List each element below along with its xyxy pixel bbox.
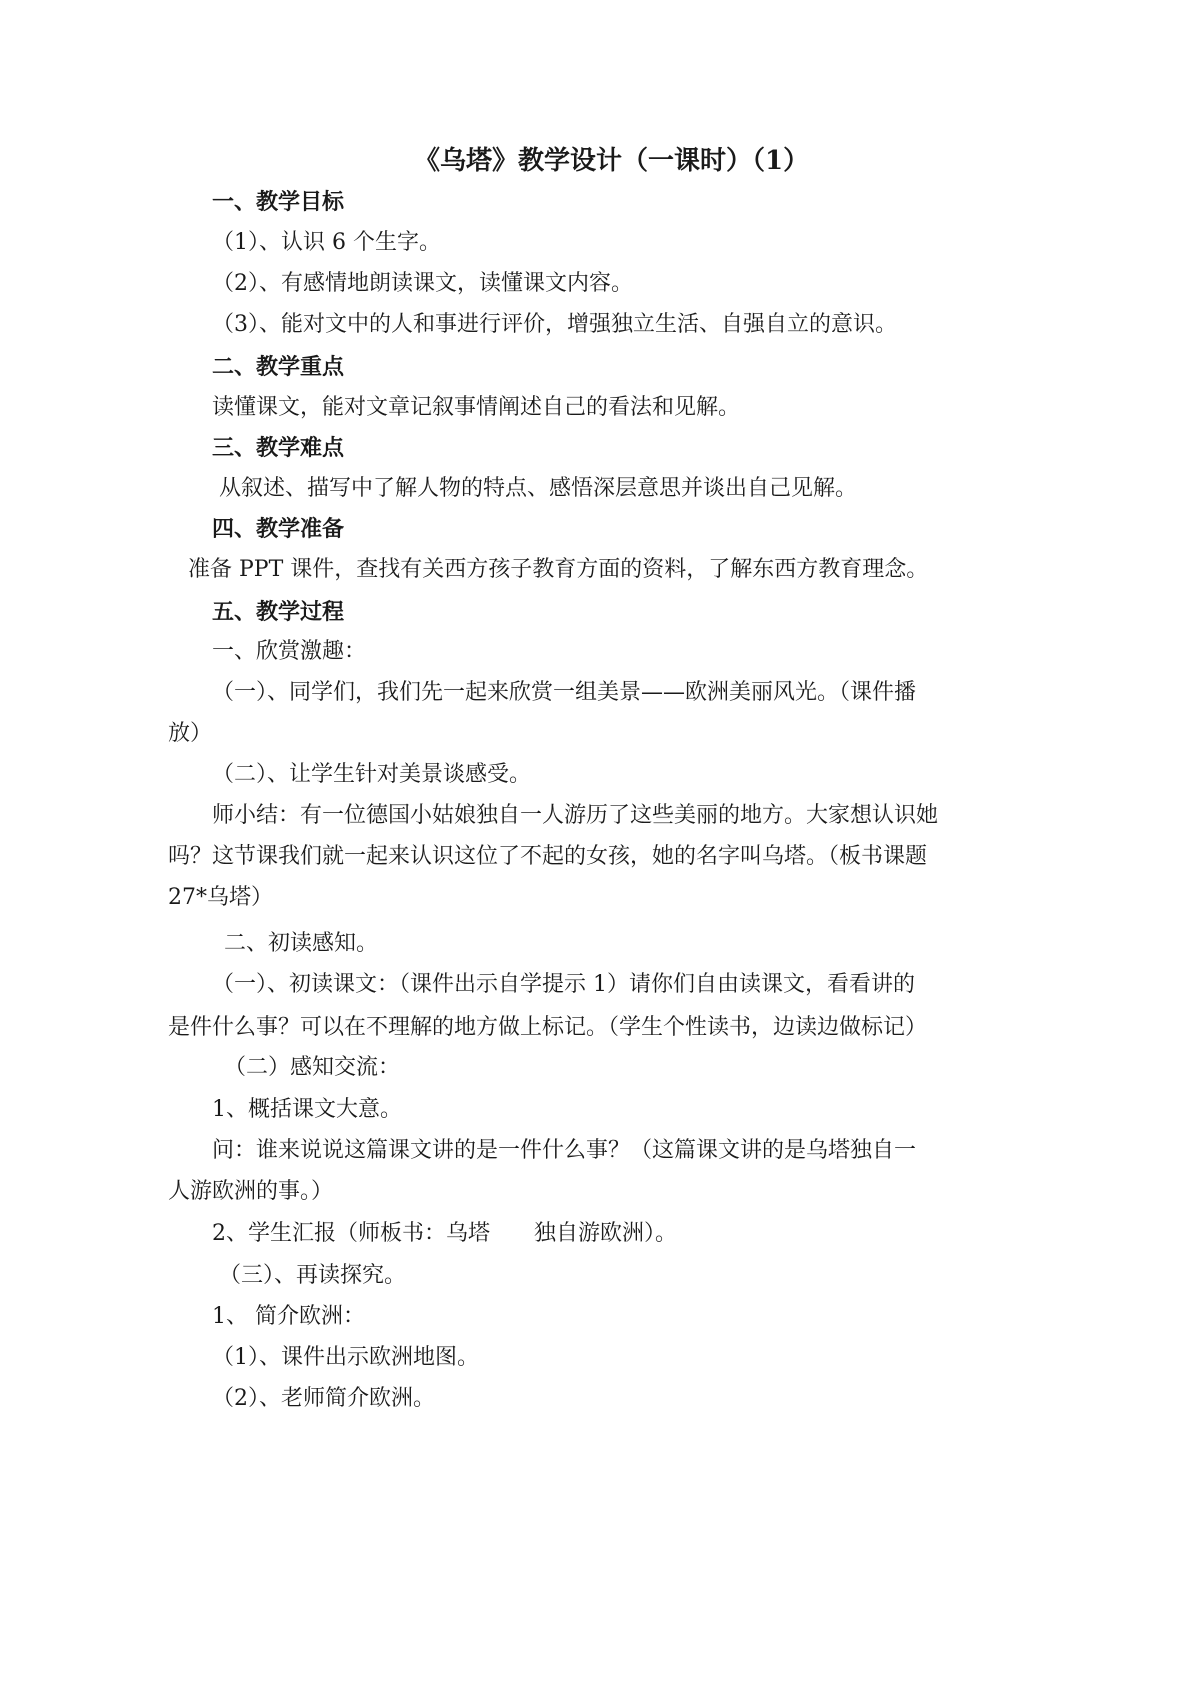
objective-item: （3）、能对文中的人和事进行评价，增强独立生活、自强自立的意识。 (212, 312, 897, 337)
process-paragraph: 问：谁来说说这篇课文讲的是一件什么事？（这篇课文讲的是乌塔独自一 (212, 1138, 917, 1163)
process-paragraph: （1）、课件出示欧洲地图。 (212, 1345, 479, 1370)
process-paragraph: 2、学生汇报（师板书：乌塔 独自游欧洲）。 (212, 1221, 677, 1246)
process-paragraph: 放） (168, 721, 213, 746)
difficulties-text: 从叙述、描写中了解人物的特点、感悟深层意思并谈出自己见解。 (219, 476, 858, 501)
difficulties-heading: 三、教学难点 (212, 435, 345, 461)
objectives-heading: 一、教学目标 (212, 189, 345, 215)
preparation-heading: 四、教学准备 (212, 516, 345, 542)
process-paragraph: （2）、老师简介欧洲。 (212, 1386, 435, 1411)
process-paragraph: 人游欧洲的事。） (168, 1179, 334, 1204)
process-paragraph: （二）、让学生针对美景谈感受。 (212, 762, 532, 787)
process-paragraph: （二）感知交流： (224, 1055, 401, 1080)
preparation-text: 准备 PPT 课件，查找有关西方孩子教育方面的资料，了解东西方教育理念。 (188, 557, 929, 582)
key-points-text: 读懂课文，能对文章记叙事情阐述自己的看法和见解。 (212, 395, 741, 420)
document-title: 《乌塔》教学设计（一课时）（1） (414, 146, 810, 176)
process-heading: 五、教学过程 (212, 599, 345, 625)
objective-item: （2）、有感情地朗读课文，读懂课文内容。 (212, 271, 633, 296)
process-paragraph: （一）、同学们，我们先一起来欣赏一组美景——欧洲美丽风光。（课件播 (212, 680, 917, 705)
process-paragraph: （一）、初读课文：（课件出示自学提示 1）请你们自由读课文，看看讲的 (212, 972, 915, 997)
process-paragraph: （三）、再读探究。 (219, 1263, 407, 1288)
process-part1-title: 一、欣赏激趣： (212, 639, 367, 664)
process-paragraph: 师小结：有一位德国小姑娘独自一人游历了这些美丽的地方。大家想认识她 (212, 803, 939, 828)
process-paragraph: 是件什么事？可以在不理解的地方做上标记。（学生个性读书，边读边做标记） (168, 1015, 928, 1040)
objective-item: （1）、认识 6 个生字。 (212, 230, 441, 255)
process-part2-title: 二、初读感知。 (224, 931, 379, 956)
process-paragraph: 1、 简介欧洲： (212, 1304, 365, 1329)
process-paragraph: 吗？这节课我们就一起来认识这位了不起的女孩，她的名字叫乌塔。（板书课题 (168, 844, 928, 869)
process-paragraph: 1、概括课文大意。 (212, 1097, 402, 1122)
process-paragraph: 27*乌塔） (168, 885, 273, 910)
key-points-heading: 二、教学重点 (212, 354, 345, 380)
